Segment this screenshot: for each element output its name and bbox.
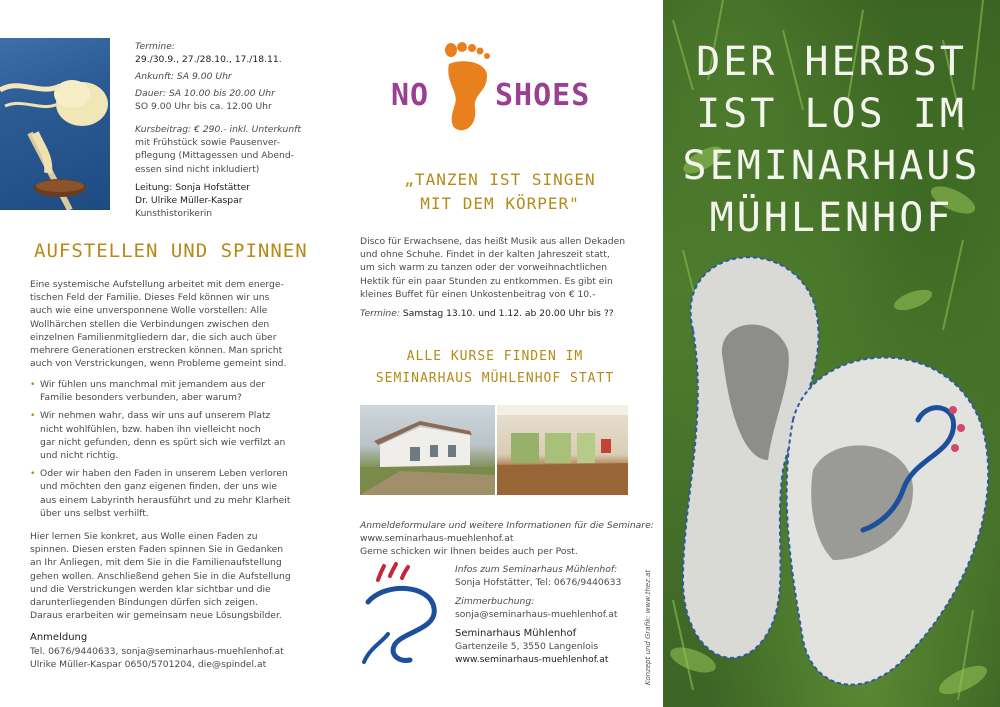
dauer-line-1: Dauer: SA 10.00 bis 20.00 Uhr <box>135 88 275 99</box>
disco-line: und ohne Schuhe. Findet in der kalten Jahreszeit statt, <box>360 249 610 261</box>
outro-line: darunterliegenden Bindungen dürfen sich zeigen. <box>30 597 259 609</box>
kursbeitrag <box>135 123 301 176</box>
outro-line: spinnen. Diesen ersten Faden spinnen Sie in Gedanken <box>30 544 284 556</box>
kursbeitrag-line: essen sind nicht inkludiert) <box>135 163 260 175</box>
disco-line: Disco für Erwachsene, das heißt Musik aus allen Dekaden <box>360 236 626 247</box>
house-address: Gartenzeile 5, 3550 Langenlois <box>455 641 599 652</box>
cover-title <box>663 36 1000 244</box>
disco-line: kleines Buffet für einen Unkostenbeitrag von € 10.- <box>360 288 596 300</box>
outro-line: Hier lernen Sie konkret, aus Wolle einen Faden zu <box>30 531 258 542</box>
kursbeitrag-line: pflegung (Mittagessen und Abend- <box>135 150 294 162</box>
intro-paragraph <box>30 278 330 370</box>
bullet-line: • Wir fühlen uns manchmal mit jemandem aus der <box>40 379 266 390</box>
courses-note <box>350 346 640 390</box>
disco-termine <box>360 307 614 320</box>
logo-text-no: NO <box>391 78 430 113</box>
infos-label: Infos zum Seminarhaus Mühlenhof: <box>455 564 618 575</box>
anmeldung-label: Anmeldung <box>30 632 88 643</box>
leitung-2: Dr. Ulrike Müller-Kaspar <box>135 195 243 206</box>
bullet-line: nicht wohlfühlen, bzw. haben ihn vielleicht noch <box>40 423 261 435</box>
infos-value: Sonja Hofstätter, Tel: 0676/9440633 <box>455 577 622 588</box>
design-credit: Konzept und Grafik: www.thez.at <box>644 569 652 685</box>
bullet-line: und nicht richtig. <box>40 450 119 462</box>
cover-title-line: SEMINARHAUS <box>682 143 981 189</box>
outro-line: gehen wollen. Anschließend gehen Sie in die Aufstellung <box>30 570 291 582</box>
intro-line: mehrere Generationen erstrecken können. Man spricht <box>30 345 283 357</box>
anmeldung-contact-2: Ulrike Müller-Kaspar 0650/5701204, die@spindel.at <box>30 659 267 670</box>
bullet-line: • Wir nehmen wahr, dass wir uns auf unserem Platz <box>40 410 271 422</box>
disco-paragraph <box>360 235 640 301</box>
courses-line-1: ALLE KURSE FINDEN IM <box>406 349 584 364</box>
disco-line: um sich warm zu tanzen oder der vorweihnachtlichen <box>360 262 608 274</box>
zimmer-email[interactable]: sonja@seminarhaus-muehlenhof.at <box>455 609 618 620</box>
house-name: Seminarhaus Mühlenhof <box>455 628 577 639</box>
bullet-item <box>30 467 330 520</box>
kursbeitrag-line: mit Frühstück sowie Pausenver- <box>135 137 281 149</box>
anmelde-info: Anmeldeformulare und weitere Informationen für die Seminare: <box>360 520 654 531</box>
wool-spindle-photo <box>0 38 110 210</box>
bullet-item <box>30 378 330 404</box>
leitung-1: Leitung: Sonja Hofstätter <box>135 182 251 193</box>
bullet-line: • Oder wir haben den Faden in unserem Leben verloren <box>40 468 288 480</box>
zimmer-label: Zimmerbuchung: <box>455 596 535 607</box>
cover-title-line: MÜHLENHOF <box>709 195 954 241</box>
bullet-line: gar nicht gefunden, denn es spürt sich wie verfilzt an <box>40 436 286 448</box>
anmeldung-contact-1: Tel. 0676/9440633, sonja@seminarhaus-muehlenhof.at <box>30 646 284 657</box>
seminarhaus-exterior-photo <box>360 405 495 495</box>
bullet-line: Familie besonders verbunden, aber warum? <box>40 392 242 404</box>
termine-dates: 29./30.9., 27./28.10., 17./18.11. <box>135 54 282 65</box>
termine-label: Termine: <box>135 41 175 52</box>
intro-line: einzelnen Familienmitgliedern dar, die sich auch über <box>30 331 277 343</box>
cover-title-line: DER HERBST <box>696 39 967 85</box>
cover-panel <box>663 0 1000 707</box>
outro-paragraph <box>30 530 330 622</box>
bullet-list <box>30 378 330 520</box>
no-shoes-logo <box>385 40 615 140</box>
bullet-line: aus einem Labyrinth herausführt und zu mehr Klarheit <box>40 494 291 506</box>
intro-line: Wollhärchen stellen die Verbindungen zwischen den <box>30 318 270 330</box>
disco-termine-label: Termine: <box>360 308 400 319</box>
ankunft: Ankunft: SA 9.00 Uhr <box>135 71 232 82</box>
tagline <box>370 168 630 216</box>
intro-line: Eine systemische Aufstellung arbeitet mit dem energe- <box>30 279 284 290</box>
intro-line: auch wie eine unversponnene Wolle vorstellen: Alle <box>30 305 268 317</box>
cover-title-line: IST LOS IM <box>696 91 967 137</box>
house-website[interactable]: www.seminarhaus-muehlenhof.at <box>455 654 609 665</box>
disco-line: Hektik für ein paar Stunden zu entkommen. Es gibt ein <box>360 275 613 287</box>
footprint-icon <box>443 42 495 134</box>
bullet-item <box>30 409 330 462</box>
logo-text-shoes: SHOES <box>495 78 591 113</box>
dauer-line-2: SO 9.00 Uhr bis ca. 12.00 Uhr <box>135 101 272 112</box>
bullet-line: über uns selbst verhilft. <box>40 507 149 519</box>
seminarhaus-logo-icon <box>360 562 440 667</box>
bullet-line: und möchten den ganz eigenen finden, der uns wie <box>40 481 278 493</box>
seminarhaus-interior-photo <box>497 405 628 495</box>
outro-line: und die Verstrickungen werden klar sichtbar und die <box>30 583 271 595</box>
section-heading-aufstellen: AUFSTELLEN UND SPINNEN <box>34 240 308 262</box>
leitung-3: Kunsthistorikerin <box>135 208 213 219</box>
tagline-line-1: „TANZEN IST SINGEN <box>404 170 596 189</box>
tagline-line-2: MIT DEM KÖRPER" <box>420 194 580 213</box>
website-link[interactable]: www.seminarhaus-muehlenhof.at <box>360 533 514 544</box>
kursbeitrag-line: Kursbeitrag: € 290.- inkl. Unterkunft <box>135 124 301 135</box>
outro-line: Daraus erarbeiten wir gemeinsam neue Lösungsbilder. <box>30 610 282 622</box>
disco-termine-value: Samstag 13.10. und 1.12. ab 20.00 Uhr bis ?? <box>402 308 614 319</box>
outro-line: an Ihr Anliegen, mit dem Sie in die Familienaufstellung <box>30 557 282 569</box>
intro-line: tischen Feld der Familie. Dieses Feld können wir uns <box>30 292 270 304</box>
post-note: Gerne schicken wir Ihnen beides auch per Post. <box>360 546 578 557</box>
courses-line-2: SEMINARHAUS MÜHLENHOF STATT <box>375 371 615 386</box>
intro-line: auch von Verstrickungen, wenn Probleme gemeint sind. <box>30 358 287 370</box>
